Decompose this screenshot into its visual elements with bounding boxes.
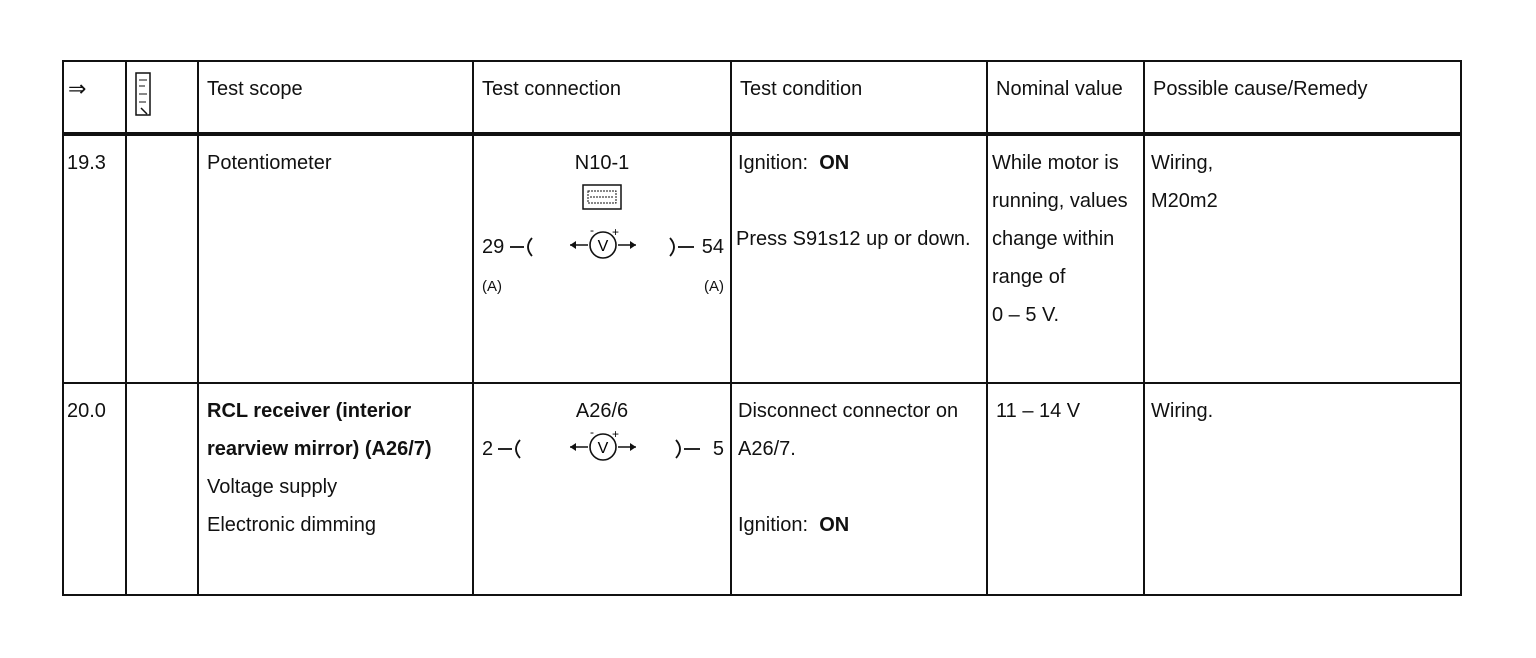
svg-text:-: - [590,228,594,237]
plug-right-icon [674,434,702,464]
pin-right-sub: (A) [704,278,724,295]
reference-sheet-icon [133,70,155,118]
header-test-scope: Test scope [198,61,473,134]
plug-left-icon [508,232,534,262]
nominal-line: 0 – 5 V. [992,304,1060,326]
nominal-line: change within [992,228,1115,250]
svg-text:-: - [590,430,594,439]
pin-right: 54 [701,236,724,258]
nominal-line: running, values [992,190,1128,212]
svg-text:+: + [612,228,620,239]
scope-title-line: RCL receiver (interior [207,400,412,422]
condition-line: A26/7. [738,438,796,460]
cause-line: M20m2 [1151,190,1218,212]
condition-line: Disconnect connector on [738,400,959,422]
pin-left: 2 [482,438,494,460]
nominal-line: 11 – 14 V [996,400,1081,422]
voltmeter-icon [568,430,638,464]
step-number: 19.3 [67,152,106,174]
component-label: A26/6 [575,400,629,422]
scope-line: Potentiometer [207,152,332,174]
header-test-condition: Test condition [731,61,987,134]
component-label: N10-1 [574,152,630,174]
svg-text:V: V [597,238,609,255]
test-connection-diagram [474,136,730,382]
header-possible-cause: Possible cause/Remedy [1144,61,1461,134]
pin-left-sub: (A) [482,278,502,295]
condition-line: Ignition: ON [738,152,850,174]
test-connection-diagram [474,384,730,594]
header-test-connection: Test connection [473,61,731,134]
test-table [62,60,1462,596]
svg-text:+: + [612,430,620,441]
table-row [63,134,1461,383]
cause-line: Wiring. [1151,400,1214,422]
scope-line: Voltage supply [207,476,338,498]
control-unit-icon [582,184,622,210]
table-row [63,383,1461,595]
cause-line: Wiring, [1151,152,1214,174]
header-arrow: ⇒ [63,61,126,134]
scope-line: Electronic dimming [207,514,376,536]
voltmeter-icon [568,228,638,262]
header-icon-cell [126,61,198,134]
header-row [63,61,1461,134]
nominal-line: range of [992,266,1066,288]
pin-right: 5 [712,438,724,460]
header-nominal-value: Nominal value [987,61,1144,134]
condition-line: Ignition: ON [738,514,850,536]
nominal-line: While motor is [992,152,1119,174]
svg-text:V: V [597,440,609,457]
step-number: 20.0 [67,400,106,422]
pin-left: 29 [482,236,505,258]
scope-title-line: rearview mirror) (A26/7) [207,438,432,460]
plug-right-icon [668,232,696,262]
condition-line: Press S91s12 up or down. [736,228,971,250]
plug-left-icon [496,434,522,464]
